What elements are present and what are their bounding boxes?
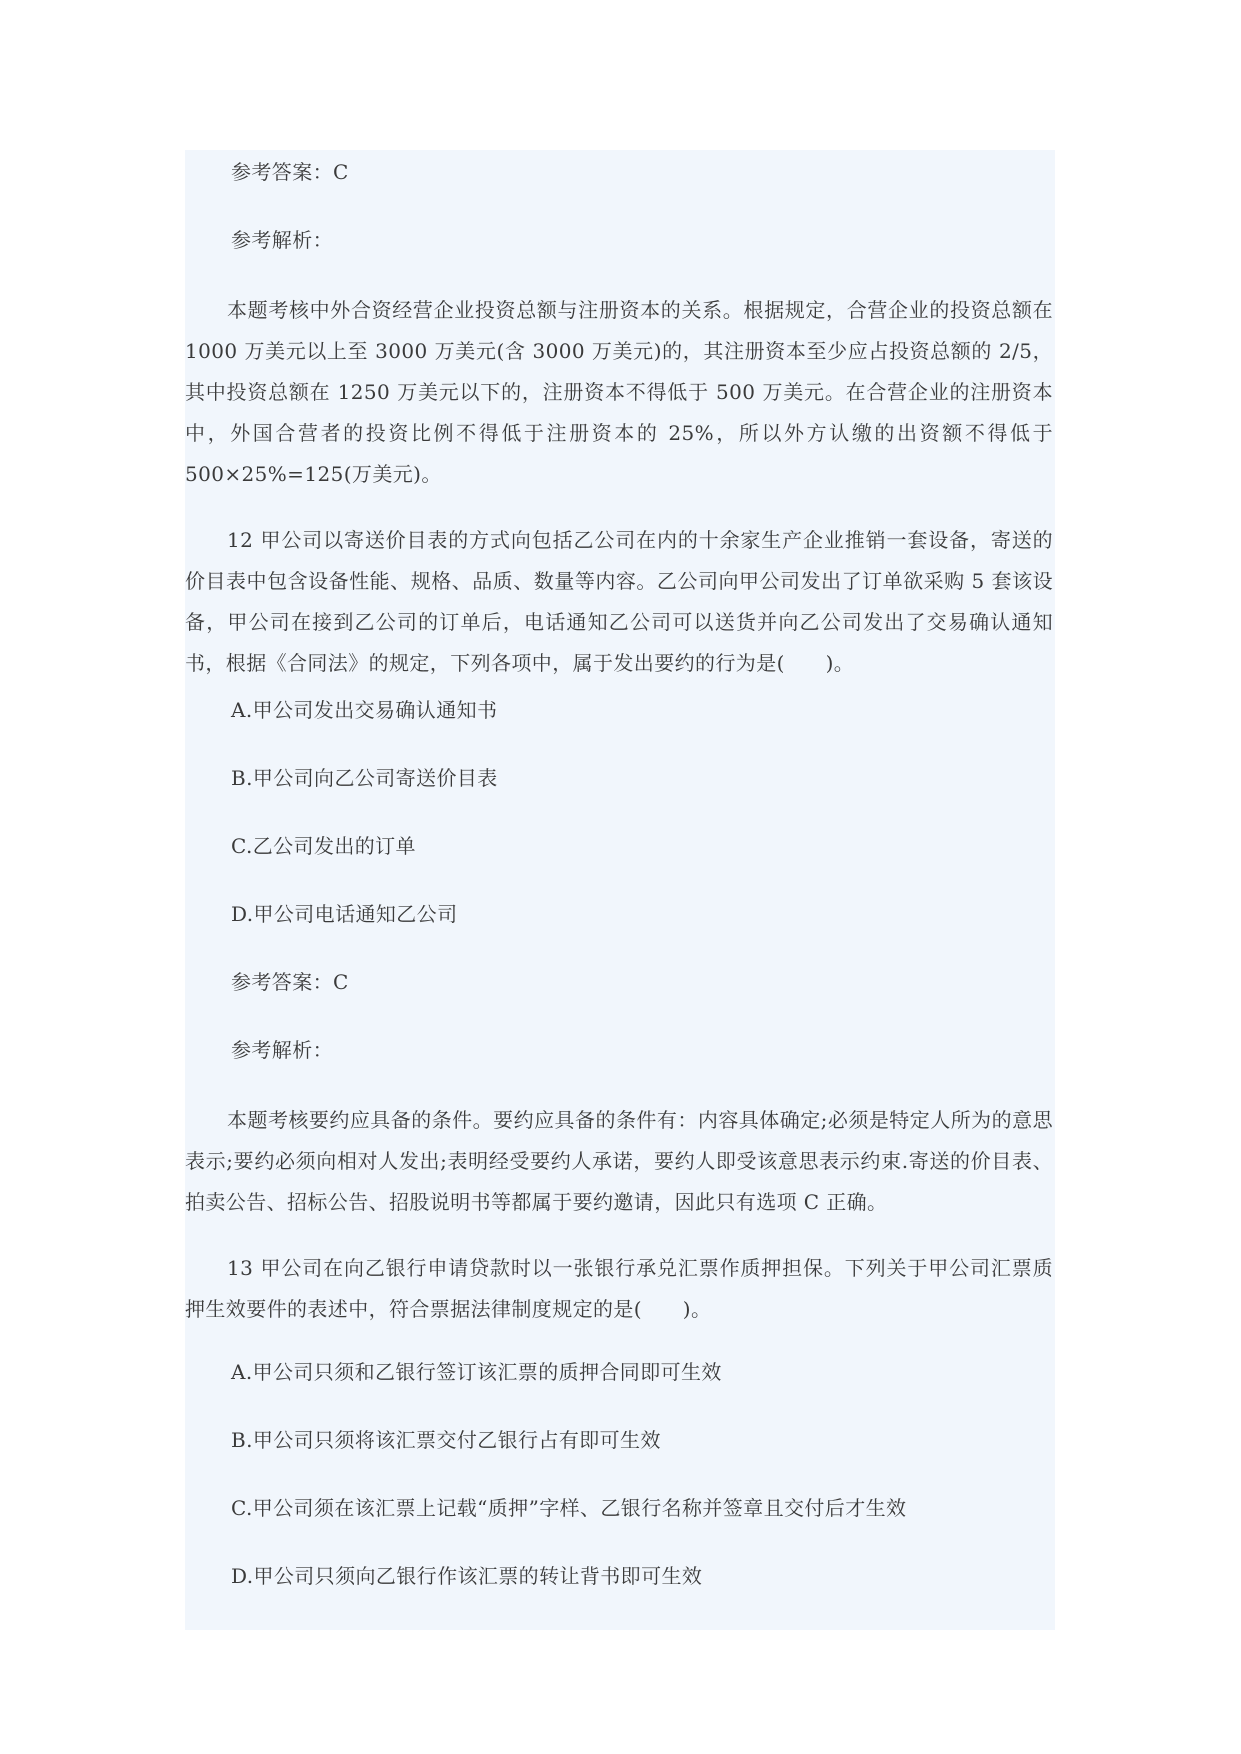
q12-stem: 12 甲公司以寄送价目表的方式向包括乙公司在内的十余家生产企业推销一套设备，寄送的价目表中包含设备性能、规格、品质、数量等内容。乙公司向甲公司发出了订单欲采购 5 套该设备，甲公司在接到乙公司的订单后，电话通知乙公司可以送货并向乙公司发出了交易确认通知书，根据《合同法》的规定，下列各项中，属于发出要约的行为是( )。	[185, 528, 1053, 675]
q12-option-b: B.甲公司向乙公司寄送价目表	[231, 766, 498, 790]
q11-answer: 参考答案：C	[231, 160, 349, 184]
q12-option-d: D.甲公司电话通知乙公司	[231, 902, 458, 926]
q13-option-b: B.甲公司只须将该汇票交付乙银行占有即可生效	[231, 1428, 661, 1452]
q13-option-a: A.甲公司只须和乙银行签订该汇票的质押合同即可生效	[231, 1360, 722, 1384]
q12-analysis-label: 参考解析：	[231, 1038, 333, 1062]
q12-option-a: A.甲公司发出交易确认通知书	[231, 698, 498, 722]
q11-analysis: 本题考核中外合资经营企业投资总额与注册资本的关系。根据规定，合营企业的投资总额在 1000 万美元以上至 3000 万美元(含 3000 万美元)的，其注册资本至少应占投资总额的 2/5，其中投资总额在 1250 万美元以下的，注册资本不得低于 500 万美元。在合营企业的注册资本中，外国合营者的投资比例不得低于注册资本的 25%，所以外方认缴的出资额不得低于 500×25%=125(万美元)。	[185, 298, 1053, 486]
content-panel	[185, 150, 1055, 1630]
q12-analysis: 本题考核要约应具备的条件。要约应具备的条件有：内容具体确定;必须是特定人所为的意思表示;要约必须向相对人发出;表明经受要约人承诺，要约人即受该意思表示约束.寄送的价目表、拍卖公告、招标公告、招股说明书等都属于要约邀请，因此只有选项 C 正确。	[185, 1108, 1053, 1214]
q13-stem: 13 甲公司在向乙银行申请贷款时以一张银行承兑汇票作质押担保。下列关于甲公司汇票质押生效要件的表述中，符合票据法律制度规定的是( )。	[185, 1256, 1053, 1321]
q13-option-d: D.甲公司只须向乙银行作该汇票的转让背书即可生效	[231, 1564, 703, 1588]
q12-answer: 参考答案：C	[231, 970, 349, 994]
q12-option-c: C.乙公司发出的订单	[231, 834, 416, 858]
q13-option-c: C.甲公司须在该汇票上记载“质押”字样、乙银行名称并签章且交付后才生效	[231, 1496, 907, 1520]
q11-analysis-label: 参考解析：	[231, 228, 333, 252]
